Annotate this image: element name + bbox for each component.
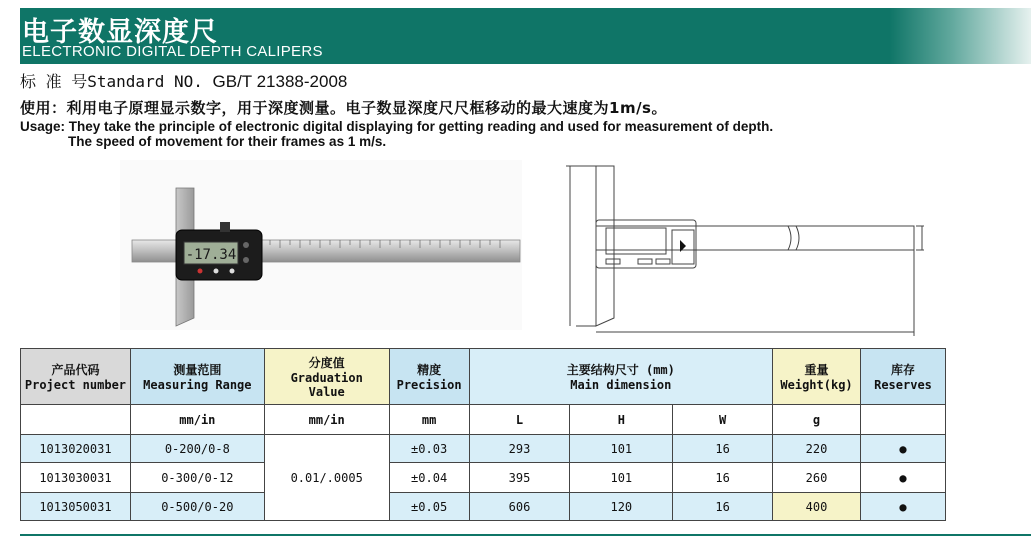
header-weight: 重量 Weight(kg) — [773, 349, 861, 405]
cell-code: 1013030031 — [21, 463, 131, 493]
cell-range: 0-500/0-20 — [130, 493, 264, 521]
unit-reserves — [861, 405, 946, 435]
cell-range: 0-300/0-12 — [130, 463, 264, 493]
header-measuring-range: 测量范围 Measuring Range — [130, 349, 264, 405]
cell-width: 16 — [673, 435, 773, 463]
standard-label: 标 准 号Standard NO. — [20, 72, 203, 91]
usage-english-line2: The speed of movement for their frames as 1 m/s. — [68, 134, 387, 149]
cell-code: 1013020031 — [21, 435, 131, 463]
title-chinese: 电子数显深度尺 — [22, 17, 218, 48]
title-banner — [20, 8, 1031, 64]
unit-graduation: mm/in — [264, 405, 389, 435]
title-english: ELECTRONIC DIGITAL DEPTH CALIPERS — [22, 43, 323, 60]
cell-code: 1013050031 — [21, 493, 131, 521]
depth-caliper-photo — [120, 160, 522, 330]
usage-english-line1: Usage: They take the principle of electronic digital displaying for getting reading and used for measurement of depth. — [20, 119, 774, 134]
cell-reserve: ● — [861, 463, 946, 493]
header-precision: 精度 Precision — [389, 349, 469, 405]
cell-weight: 220 — [773, 435, 861, 463]
depth-caliper-diagram — [540, 160, 930, 336]
display-reading: -17.34 — [185, 247, 237, 263]
unit-width: W — [673, 405, 773, 435]
header-graduation-value: 分度值 Graduation Value — [264, 349, 389, 405]
unit-project-number — [21, 405, 131, 435]
product-photo — [120, 160, 522, 330]
cell-length: 395 — [469, 463, 570, 493]
cell-width: 16 — [673, 493, 773, 521]
cell-height: 101 — [570, 463, 673, 493]
usage-chinese: 使用：利用电子原理显示数字，用于深度测量。电子数显深度尺尺框移动的最大速度为1m/s。 — [20, 99, 667, 117]
standard-value: GB/T 21388-2008 — [212, 72, 348, 91]
unit-precision: mm — [389, 405, 469, 435]
cell-width: 16 — [673, 463, 773, 493]
cell-reserve: ● — [861, 435, 946, 463]
header-reserves: 库存 Reserves — [861, 349, 946, 405]
cell-length: 293 — [469, 435, 570, 463]
cell-precision: ±0.05 — [389, 493, 469, 521]
header-project-number: 产品代码 Project number — [21, 349, 131, 405]
table-row — [21, 463, 946, 493]
cell-height: 120 — [570, 493, 673, 521]
table-row — [21, 435, 946, 463]
specification-table — [20, 348, 946, 521]
unit-range: mm/in — [130, 405, 264, 435]
unit-height: H — [570, 405, 673, 435]
cell-height: 101 — [570, 435, 673, 463]
unit-weight: g — [773, 405, 861, 435]
standard-number — [20, 69, 347, 92]
cell-range: 0-200/0-8 — [130, 435, 264, 463]
cell-weight: 400 — [773, 493, 861, 521]
cell-length: 606 — [469, 493, 570, 521]
cell-weight: 260 — [773, 463, 861, 493]
technical-drawing — [540, 160, 930, 336]
bottom-divider — [20, 534, 1031, 536]
cell-precision: ±0.03 — [389, 435, 469, 463]
cell-precision: ±0.04 — [389, 463, 469, 493]
header-main-dimension: 主要结构尺寸 (mm) Main dimension — [469, 349, 772, 405]
unit-length: L — [469, 405, 570, 435]
cell-graduation: 0.01/.0005 — [264, 435, 389, 521]
table-row — [21, 493, 946, 521]
cell-reserve: ● — [861, 493, 946, 521]
